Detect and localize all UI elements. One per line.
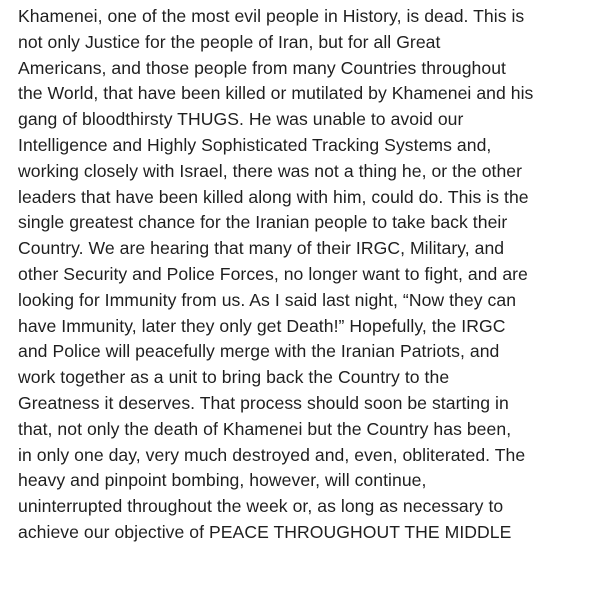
post-text-line: not only Justice for the people of Iran, but for all Great: [18, 31, 441, 52]
post-text-line: single greatest chance for the Iranian people to take back their: [18, 212, 508, 233]
post-text-line: have Immunity, later they only get Death!” Hopefully, the IRGC: [18, 315, 506, 336]
post-text-line: Americans, and those people from many Countries throughout: [18, 57, 506, 78]
post-text-line: working closely with Israel, there was not a thing he, or the other: [18, 160, 523, 181]
post-body: [18, 0, 592, 546]
post-text-line: heavy and pinpoint bombing, however, will continue,: [18, 470, 427, 491]
post-text-line: Country. We are hearing that many of their IRGC, Military, and: [18, 238, 505, 259]
post-text-line: leaders that have been killed along with him, could do. This is the: [18, 186, 529, 207]
post-text-line: and Police will peacefully merge with the Iranian Patriots, and: [18, 341, 500, 362]
post-text-line: the World, that have been killed or mutilated by Khamenei and his: [18, 83, 534, 104]
post-text-line: in only one day, very much destroyed and, even, obliterated. The: [18, 444, 526, 465]
post-text-line: looking for Immunity from us. As I said last night, “Now they can: [18, 289, 517, 310]
post-text-line: gang of bloodthirsty THUGS. He was unable to avoid our: [18, 109, 464, 130]
post-text-line: Greatness it deserves. That process should soon be starting in: [18, 392, 509, 413]
post-text-line: other Security and Police Forces, no longer want to fight, and are: [18, 263, 528, 284]
post-text-line: achieve our objective of PEACE THROUGHOUT THE MIDDLE: [18, 521, 512, 542]
post-text-line: work together as a unit to bring back the Country to the: [18, 367, 450, 388]
post-text-line: uninterrupted throughout the week or, as long as necessary to: [18, 496, 504, 517]
post-text-line: that, not only the death of Khamenei but the Country has been,: [18, 418, 512, 439]
post-text-line: Intelligence and Highly Sophisticated Tracking Systems and,: [18, 134, 492, 155]
post-text-line: Khamenei, one of the most evil people in History, is dead. This is: [18, 6, 525, 26]
